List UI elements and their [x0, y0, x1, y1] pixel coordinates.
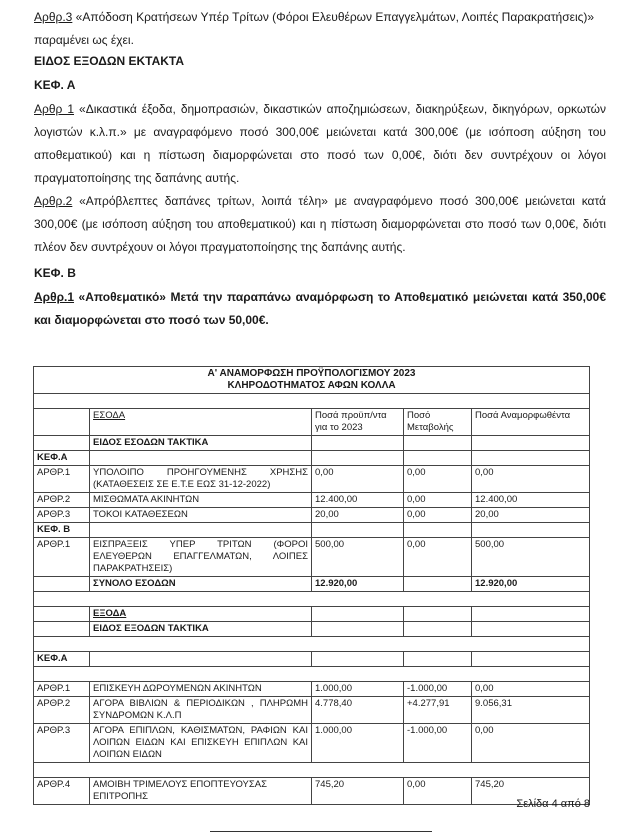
revised-cell: 20,00	[472, 508, 590, 523]
blank-row	[34, 394, 590, 409]
table-title-row	[34, 367, 590, 394]
change-cell: 0,00	[404, 778, 472, 805]
budget-cell: 4.778,40	[312, 697, 404, 724]
article-cell: ΑΡΘΡ.1	[34, 466, 90, 493]
description-cell: ΕΙΣΠΡΑΞΕΙΣ ΥΠΕΡ ΤΡΙΤΩΝ (ΦΟΡΟΙ ΕΛΕΥΘΕΡΩΝ ΕΠΑΓΓΕΛΜΑΤΩΝ, ΛΟΙΠΕΣ ΠΑΡΑΚΡΑΤΗΣΕΙΣ)	[90, 538, 312, 577]
expense-type: ΕΙΔΟΣ ΕΞΟΔΩΝ ΤΑΚΤΙΚΑ	[90, 622, 312, 637]
table-title	[34, 367, 590, 394]
description-cell: ΑΓΟΡΑ ΒΙΒΛΙΩΝ & ΠΕΡΙΟΔΙΚΩΝ , ΠΛΗΡΩΜΗ ΣΥΝΔΡΟΜΩΝ Κ.Λ.Π	[90, 697, 312, 724]
article-cell: ΑΡΘΡ.2	[34, 493, 90, 508]
chapter-row	[34, 652, 590, 667]
blank-row	[34, 592, 590, 607]
budget-table	[33, 366, 590, 805]
chapter-label: ΚΕΦ. Β	[34, 523, 90, 538]
description-cell: ΑΜΟΙΒΗ ΤΡΙΜΕΛΟΥΣ ΕΠΟΠΤΕΥΟΥΣΑΣ ΕΠΙΤΡΟΠΗΣ	[90, 778, 312, 805]
article-cell: ΑΡΘΡ.1	[34, 538, 90, 577]
change-cell: 0,00	[404, 466, 472, 493]
col-budget-header: Ποσά προϋπ/ντα για το 2023	[312, 409, 404, 436]
revenue-header: ΕΣΟΔΑ	[90, 409, 312, 436]
chapter-heading: ΚΕΦ. Α	[34, 78, 76, 92]
change-cell: 0,00	[404, 538, 472, 577]
budget-cell: 1.000,00	[312, 682, 404, 697]
budget-cell: 745,20	[312, 778, 404, 805]
revised-cell: 0,00	[472, 466, 590, 493]
blank-row	[34, 667, 590, 682]
header-row	[34, 409, 590, 436]
article-cell: ΑΡΘΡ.4	[34, 778, 90, 805]
chapter-label: ΚΕΦ.Α	[34, 652, 90, 667]
change-cell: -1.000,00	[404, 682, 472, 697]
blank-row	[34, 763, 590, 778]
col-revised-header: Ποσά Αναμορφωθέντα	[472, 409, 590, 436]
paragraph-reserve	[34, 286, 606, 332]
revenue-type: ΕΙΔΟΣ ΕΣΟΔΩΝ ΤΑΚΤΙΚΑ	[90, 436, 312, 451]
budget-cell: 12.400,00	[312, 493, 404, 508]
paragraph-text: «Δικαστικά έξοδα, δημοπρασιών, δικαστικών αποζημιώσεων, διακηρύξεων, δικηγόρων, ορκωτών λογιστών κ.λ.π.» με αναγραφόμενο ποσό 300,00€ μειώνεται κατά 300,00€ (με ισόποση αύξηση του αποθεματικού) και η πίστωση διαμορφώνεται στο ποσό των 0,00€, διότι δεν συντρέχουν οι λόγοι πραγματοποίησης της δαπάνης αυτής.	[34, 102, 606, 185]
revised-cell: 745,20	[472, 778, 590, 805]
change-cell: 0,00	[404, 493, 472, 508]
type-row	[34, 436, 590, 451]
table-row	[34, 508, 590, 523]
table-row	[34, 697, 590, 724]
paragraph-text: «Απρόβλεπτες δαπάνες τρίτων, λοιπά τέλη» με αναγραφόμενο ποσό 300,00€ μειώνεται κατά 300,00€ (με ισόποση αύξηση του αποθεματικού) και η πίστωση διαμορφώνεται στο ποσό των 0,00€, διότι πλέον δεν συντρέχουν οι λόγοι πραγματοποίησης της δαπάνης αυτής.	[34, 194, 606, 254]
revised-cell: 9.056,31	[472, 697, 590, 724]
budget-cell: 20,00	[312, 508, 404, 523]
paragraph-text: «Απόδοση Κρατήσεων Υπέρ Τρίτων (Φόροι Ελευθέρων Επαγγελμάτων, Λοιπές Παρακρατήσεις)»	[72, 10, 595, 24]
table-subtitle-line: ΚΛΗΡΟΔΟΤΗΜΑΤΟΣ ΑΦΩΝ ΚΟΛΛΑ	[227, 380, 396, 391]
description-cell: ΜΙΣΘΩΜΑΤΑ ΑΚΙΝΗΤΩΝ	[90, 493, 312, 508]
budget-cell: 500,00	[312, 538, 404, 577]
total-label: ΣΥΝΟΛΟ ΕΣΟΔΩΝ	[90, 577, 312, 592]
change-cell: 0,00	[404, 508, 472, 523]
section-heading: ΕΙΔΟΣ ΕΞΟΔΩΝ ΕΚΤΑΚΤΑ	[34, 54, 185, 68]
paragraph-text: παραμένει ως έχει.	[34, 33, 134, 47]
article-ref: Αρθρ 1	[34, 102, 75, 116]
expense-header: ΕΞΟΔΑ	[90, 607, 312, 622]
budget-cell: 1.000,00	[312, 724, 404, 763]
table-row	[34, 466, 590, 493]
revised-cell: 0,00	[472, 724, 590, 763]
header-row	[34, 607, 590, 622]
paragraph-art2	[34, 190, 606, 259]
article-cell: ΑΡΘΡ.3	[34, 508, 90, 523]
article-cell: ΑΡΘΡ.1	[34, 682, 90, 697]
chapter-row	[34, 451, 590, 466]
article-cell: ΑΡΘΡ.3	[34, 724, 90, 763]
type-row	[34, 622, 590, 637]
revised-cell: 12.400,00	[472, 493, 590, 508]
change-cell: +4.277,91	[404, 697, 472, 724]
total-row	[34, 577, 590, 592]
col-change-header: Ποσό Μεταβολής	[404, 409, 472, 436]
table-title-line: Α' ΑΝΑΜΟΡΦΩΣΗ ΠΡΟΫΠΟΛΟΓΙΣΜΟΥ 2023	[207, 368, 416, 379]
article-cell: ΑΡΘΡ.2	[34, 697, 90, 724]
paragraph-art1	[34, 98, 606, 190]
total-budget: 12.920,00	[312, 577, 404, 592]
chapter-row	[34, 523, 590, 538]
description-cell: ΑΓΟΡΑ ΕΠΙΠΛΩΝ, ΚΑΘΙΣΜΑΤΩΝ, ΡΑΦΙΩΝ ΚΑΙ ΛΟΙΠΩΝ ΕΙΔΩΝ ΚΑΙ ΕΠΙΣΚΕΥΗ ΕΠΙΠΛΩΝ ΚΑΙ ΛΟΙΠΩΝ ΕΙΔΩΝ	[90, 724, 312, 763]
chapter-label: ΚΕΦ.Α	[34, 451, 90, 466]
article-ref: Αρθρ.1	[34, 290, 75, 304]
chapter-heading: ΚΕΦ. Β	[34, 266, 76, 280]
article-ref: Αρθρ.3	[34, 10, 73, 24]
revised-cell: 0,00	[472, 682, 590, 697]
table-row	[34, 538, 590, 577]
page-number: Σελίδα 4 από 8	[516, 798, 590, 810]
blank-row	[34, 637, 590, 652]
revised-cell: 500,00	[472, 538, 590, 577]
total-revised: 12.920,00	[472, 577, 590, 592]
budget-cell: 0,00	[312, 466, 404, 493]
description-cell: ΤΟΚΟΙ ΚΑΤΑΘΕΣΕΩΝ	[90, 508, 312, 523]
paragraph-art3	[34, 6, 606, 52]
table-row	[34, 682, 590, 697]
table-row	[34, 493, 590, 508]
table-row	[34, 724, 590, 763]
table-row	[34, 778, 590, 805]
paragraph-text: «Αποθεματικό» Μετά την παραπάνω αναμόρφωση το Αποθεματικό μειώνεται κατά 350,00€ και διαμορφώνεται στο ποσό των 50,00€.	[34, 290, 606, 327]
description-cell: ΕΠΙΣΚΕΥΗ ΔΩΡΟΥΜΕΝΩΝ ΑΚΙΝΗΤΩΝ	[90, 682, 312, 697]
footer-divider	[210, 831, 432, 832]
description-cell: ΥΠΟΛΟΙΠΟ ΠΡΟΗΓΟΥΜΕΝΗΣ ΧΡΗΣΗΣ (ΚΑΤΑΘΕΣΕΙΣ ΣΕ Ε.Τ.Ε ΕΩΣ 31-12-2022)	[90, 466, 312, 493]
change-cell: -1.000,00	[404, 724, 472, 763]
article-ref: Αρθρ.2	[34, 194, 73, 208]
